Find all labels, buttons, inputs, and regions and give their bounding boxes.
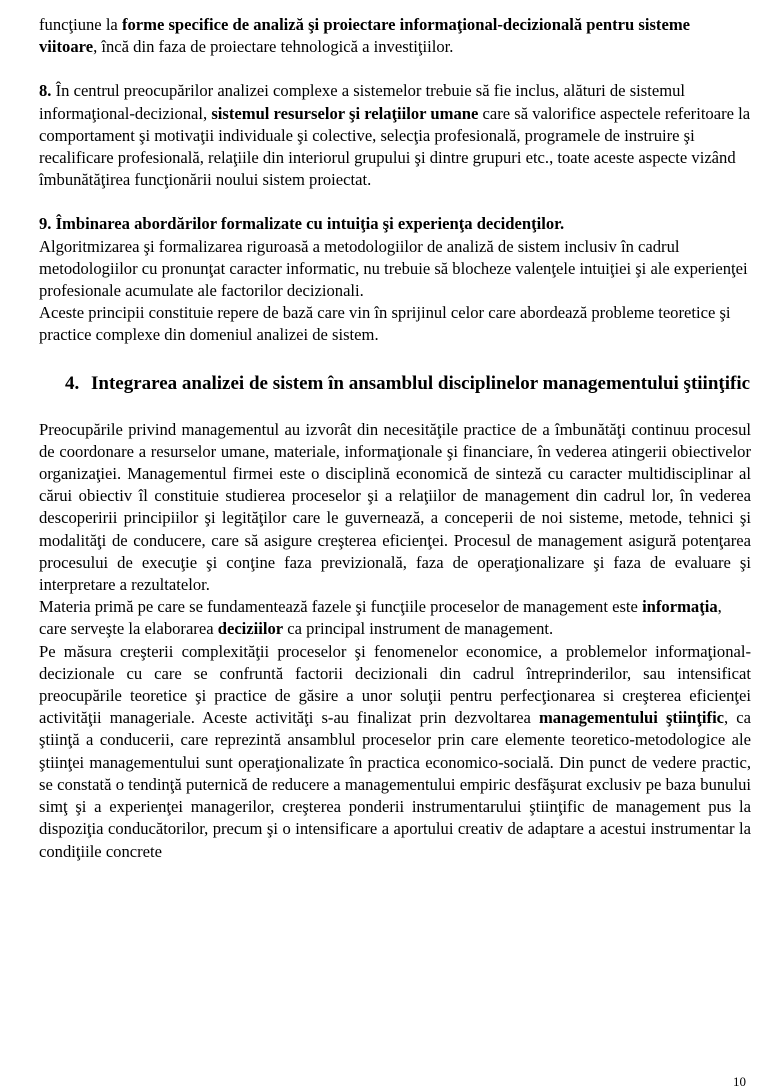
bold-run: managementului ştiinţific bbox=[538, 708, 725, 728]
section-4-paragraph-1: Preocupările privind managementul au izvorât din necesităţile practice de a îmbunătăţi continuu procesul de coordonare a resurselor umane, materiale, informaţionale şi financiare, în vederea atingerii obiectivelor organizaţiei. Managementul firmei este o disciplină economică de sinteză cu caracter multidisciplinar al cărui obiectiv îl constituie studierea proceselor şi a relaţiilor de management din cadrul lor, în vederea descoperirii principiilor şi legităţilor care le guvernează, a conceperii de noi sisteme, metode, tehnici şi modalităţi de conducere, care să asigure creşterea eficienţei. Procesul de management asigură potenţarea procesului de execuţie şi conţine faza previzională, faza de operaţionalizare şi faza de evaluare şi interpretare a rezultatelor. bbox=[39, 419, 751, 595]
text-run: funcţiune la bbox=[39, 15, 122, 34]
principle-9-heading: 9. Îmbinarea abordărilor formalizate cu intuiţia şi experienţa decidenţilor. bbox=[39, 214, 565, 234]
section-title: Integrarea analizei de sistem în ansamblul disciplinelor managementului ştiinţific bbox=[91, 372, 751, 394]
principles-closing: Aceste principii constituie repere de bază care vin în sprijinul celor care abordează probleme teoretice şi practice complexe din domeniul analizei de sistem. bbox=[39, 303, 731, 345]
text-run: În centrul preocupărilor analizei complexe a sistemelor trebuie să fie inclus, alături de sistemul informaţional-decizional, bbox=[39, 81, 686, 123]
bold-run: informaţia bbox=[642, 597, 718, 617]
page-number: 10 bbox=[733, 1074, 746, 1089]
principle-9-body: Algoritmizarea şi formalizarea riguroasă a metodologiilor de analiză de sistem inclusiv în cadrul metodologiilor cu pronunţat caracter informatic, nu trebuie să blocheze valenţele intuiţiei şi ale experienţei profesionale acumulate ale factorilor decizionali. bbox=[39, 236, 748, 301]
document-page bbox=[39, 14, 751, 863]
section-number: 4. bbox=[65, 372, 80, 394]
paragraph-principle-8 bbox=[39, 80, 751, 191]
bold-run: deciziilor bbox=[217, 619, 284, 639]
bold-run: forme specifice de analiză şi proiectare informaţional-decizională pentru sisteme viitoare bbox=[39, 15, 691, 57]
section-4-paragraph-3: Pe măsura creşterii complexităţii proceselor şi fenomenelor economice, a problemelor informaţional-decizionale cu care se confruntă factorii decizionali din cadrul întreprinderilor, sau intensificat preocupările teoretice şi practice de găsire a unor soluţii pentru perfecţionarea si creşterea eficienţei activităţii manageriale. Aceste activităţi s-au finalizat prin dezvoltarea managementului ştiinţific, ca ştiinţă a conducerii, care reprezintă ansamblul proceselor prin care elemente teoretico-metodologice ale ştiinţei managementului sunt operaţionalizate în practica economico-socială. Din punct de vedere practic, se constată o tendinţă puternică de reducere a managementului empiric desfăşurat exclusiv pe baza bunului simţ şi a experienţei managerilor, creşterea ponderii instrumentarului ştiinţific de management pus la dispoziţia conducătorilor, precum şi o intensificare a aportului creativ de adaptare a acestui instrumentar la condiţiile concrete bbox=[39, 641, 751, 861]
paragraph-intro bbox=[39, 14, 751, 58]
section-heading-4 bbox=[39, 371, 751, 396]
text-run: care să valorifice aspectele referitoare la comportament şi motivaţii individuale şi colective, selecţia profesională, programele de instruire şi recalificare profesională, relaţiile din interiorul grupului şi dintre grupuri etc., toate aceste aspecte vizând îmbunătăţirea funcţionării noului sistem proiectat. bbox=[39, 103, 751, 190]
principle-number: 8. bbox=[39, 81, 52, 101]
text-run: , încă din faza de proiectare tehnologică a investiţiilor. bbox=[93, 37, 454, 57]
bold-run: sistemul resurselor şi relaţiilor umane bbox=[211, 103, 479, 123]
section-4-paragraph-2: Materia primă pe care se fundamentează fazele şi funcţiile proceselor de management este informaţia, care serveşte la elaborarea deciziilor ca principal instrument de management. bbox=[39, 597, 722, 639]
